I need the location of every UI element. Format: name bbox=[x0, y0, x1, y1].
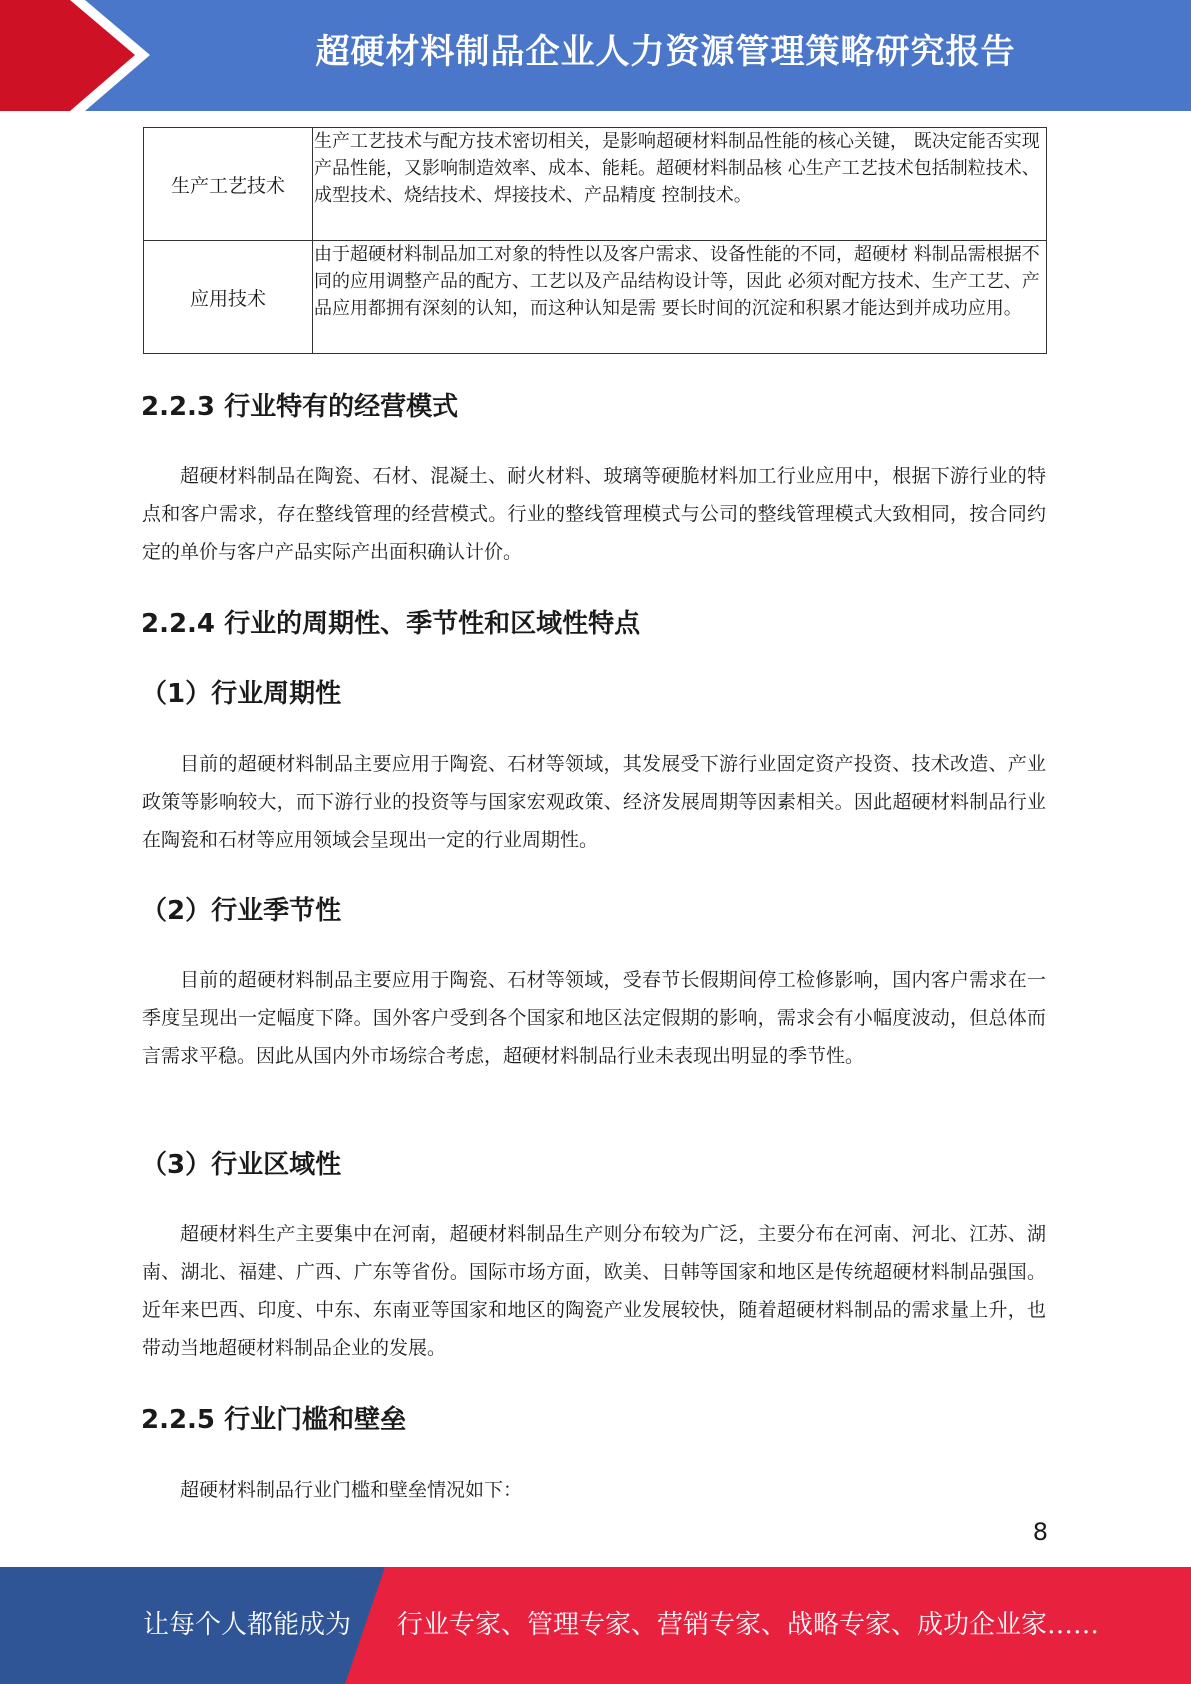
technology-table bbox=[143, 127, 1047, 354]
footer-slogan-left: 让每个人都能成为 bbox=[143, 1610, 352, 1640]
section-paragraph: 超硬材料制品行业门槛和壁垒情况如下： bbox=[180, 1479, 523, 1501]
section-heading-2-2-3: 2.2.3 行业特有的经营模式 bbox=[141, 392, 459, 422]
table-row bbox=[144, 128, 1047, 241]
section-paragraph: 目前的超硬材料制品主要应用于陶瓷、石材等领域，受春节长假期间停工检修影响，国内客户需求在一季度呈现出一定幅度下降。国外客户受到各个国家和地区法定假期的影响，需求会有小幅度波动，但总体而言需求平稳。因此从国内外市场综合考虑，超硬材料制品行业未表现出明显的季节性。 bbox=[142, 969, 1046, 1067]
report-title: 超硬材料制品企业人力资源管理策略研究报告 bbox=[315, 32, 1016, 72]
table-row-text: 由于超硬材料制品加工对象的特性以及客户需求、设备性能的不同，超硬材 料制品需根据不同的应用调整产品的配方、工艺以及产品结构设计等，因此 必须对配方技术、生产工艺、产品应用都拥有深刻的认知，而这种认知是需 要长时间的沉淀和积累才能达到并成功应用。 bbox=[313, 241, 1047, 354]
section-heading-2-2-4: 2.2.4 行业的周期性、季节性和区域性特点 bbox=[141, 609, 641, 639]
page-header bbox=[0, 0, 1191, 111]
page-footer bbox=[0, 1567, 1191, 1684]
header-chevron-decoration bbox=[0, 0, 160, 111]
table-row-label: 生产工艺技术 bbox=[144, 128, 313, 241]
section-paragraph: 目前的超硬材料制品主要应用于陶瓷、石材等领域，其发展受下游行业固定资产投资、技术改造、产业政策等影响较大，而下游行业的投资等与国家宏观政策、经济发展周期等因素相关。因此超硬材料制品行业在陶瓷和石材等应用领域会呈现出一定的行业周期性。 bbox=[142, 753, 1046, 851]
subsection-heading-seasonality: （2）行业季节性 bbox=[141, 896, 342, 926]
footer-slogan-right: 行业专家、管理专家、营销专家、战略专家、成功企业家…… bbox=[397, 1610, 1100, 1640]
table-row-text: 生产工艺技术与配方技术密切相关，是影响超硬材料制品性能的核心关键， 既决定能否实现产品性能，又影响制造效率、成本、能耗。超硬材料制品核 心生产工艺技术包括制粒技术、成型技术、烧结技术、焊接技术、产品精度 控制技术。 bbox=[313, 128, 1047, 241]
section-paragraph: 超硬材料生产主要集中在河南，超硬材料制品生产则分布较为广泛，主要分布在河南、河北、江苏、湖南、湖北、福建、广西、广东等省份。国际市场方面，欧美、日韩等国家和地区是传统超硬材料制品强国。近年来巴西、印度、中东、东南亚等国家和地区的陶瓷产业发展较快，随着超硬材料制品的需求量上升，也带动当地超硬材料制品企业的发展。 bbox=[142, 1223, 1046, 1359]
section-heading-2-2-5: 2.2.5 行业门槛和壁垒 bbox=[141, 1405, 407, 1435]
page-number: 8 bbox=[1032, 1518, 1048, 1546]
subsection-heading-cyclicality: （1）行业周期性 bbox=[141, 679, 342, 709]
table-row-label: 应用技术 bbox=[144, 241, 313, 354]
section-paragraph: 超硬材料制品在陶瓷、石材、混凝土、耐火材料、玻璃等硬脆材料加工行业应用中，根据下游行业的特点和客户需求，存在整线管理的经营模式。行业的整线管理模式与公司的整线管理模式大致相同，按合同约定的单价与客户产品实际产出面积确认计价。 bbox=[142, 465, 1046, 563]
table-row bbox=[144, 241, 1047, 354]
subsection-heading-regionality: （3）行业区域性 bbox=[141, 1150, 342, 1180]
